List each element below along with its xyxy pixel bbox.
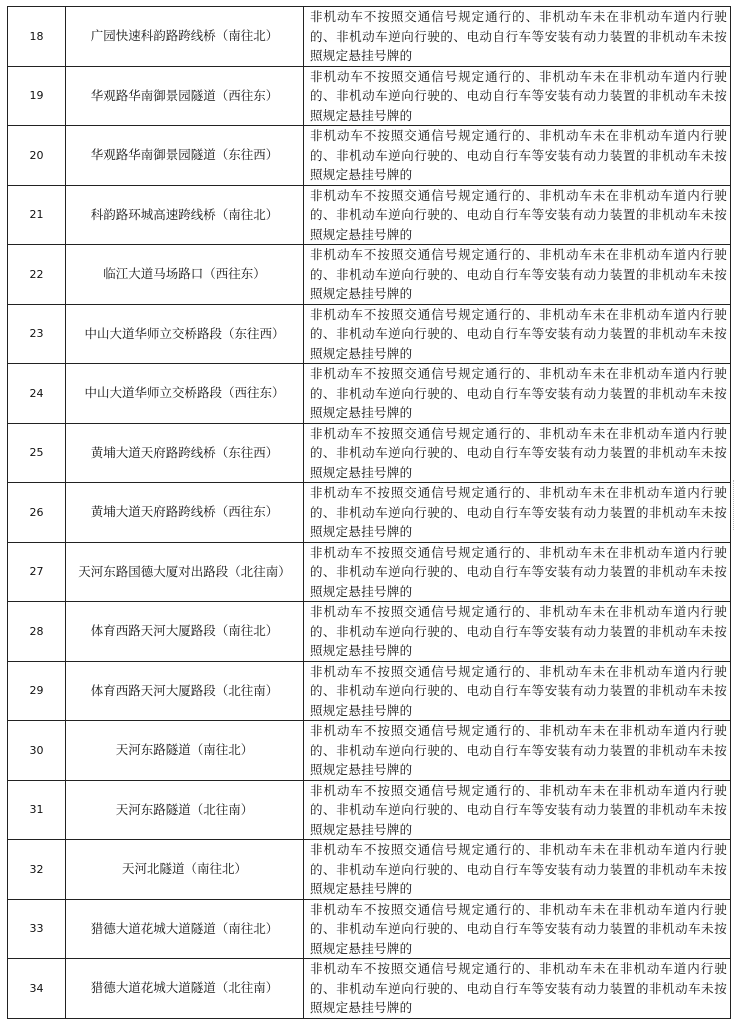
table-row — [8, 304, 731, 364]
row-number: 24 — [8, 364, 66, 424]
location-cell: 黄埔大道天府路跨线桥（西往东） — [66, 483, 304, 543]
location-cell: 临江大道马场路口（西往东） — [66, 245, 304, 305]
row-number: 26 — [8, 483, 66, 543]
violation-description-cell: 非机动车不按照交通信号规定通行的、非机动车未在非机动车道内行驶的、非机动车逆向行驶的、电动自行车等安装有动力装置的非机动车未按照规定悬挂号牌的 — [304, 899, 731, 959]
row-number: 22 — [8, 245, 66, 305]
table-row — [8, 840, 731, 900]
location-cell: 体育西路天河大厦路段（南往北） — [66, 602, 304, 662]
violation-description-cell: 非机动车不按照交通信号规定通行的、非机动车未在非机动车道内行驶的、非机动车逆向行驶的、电动自行车等安装有动力装置的非机动车未按照规定悬挂号牌的 — [304, 364, 731, 424]
violation-description-cell: 非机动车不按照交通信号规定通行的、非机动车未在非机动车道内行驶的、非机动车逆向行驶的、电动自行车等安装有动力装置的非机动车未按照规定悬挂号牌的 — [304, 304, 731, 364]
table-row — [8, 66, 731, 126]
table-row — [8, 364, 731, 424]
violation-description-cell: 非机动车不按照交通信号规定通行的、非机动车未在非机动车道内行驶的、非机动车逆向行驶的、电动自行车等安装有动力装置的非机动车未按照规定悬挂号牌的 — [304, 661, 731, 721]
violation-description-cell: 非机动车不按照交通信号规定通行的、非机动车未在非机动车道内行驶的、非机动车逆向行驶的、电动自行车等安装有动力装置的非机动车未按照规定悬挂号牌的 — [304, 126, 731, 186]
location-cell: 广园快速科韵路跨线桥（南往北） — [66, 7, 304, 67]
violation-description-cell: 非机动车不按照交通信号规定通行的、非机动车未在非机动车道内行驶的、非机动车逆向行驶的、电动自行车等安装有动力装置的非机动车未按照规定悬挂号牌的 — [304, 483, 731, 543]
table-row — [8, 721, 731, 781]
location-cell: 猎德大道花城大道隧道（北往南） — [66, 959, 304, 1019]
row-number: 18 — [8, 7, 66, 67]
location-cell: 体育西路天河大厦路段（北往南） — [66, 661, 304, 721]
violation-description-cell: 非机动车不按照交通信号规定通行的、非机动车未在非机动车道内行驶的、非机动车逆向行驶的、电动自行车等安装有动力装置的非机动车未按照规定悬挂号牌的 — [304, 66, 731, 126]
row-number: 23 — [8, 304, 66, 364]
table-row — [8, 780, 731, 840]
table-row — [8, 661, 731, 721]
row-number: 25 — [8, 423, 66, 483]
row-number: 32 — [8, 840, 66, 900]
location-cell: 华观路华南御景园隧道（西往东） — [66, 66, 304, 126]
row-number: 27 — [8, 542, 66, 602]
row-number: 28 — [8, 602, 66, 662]
violation-description-cell: 非机动车不按照交通信号规定通行的、非机动车未在非机动车道内行驶的、非机动车逆向行驶的、电动自行车等安装有动力装置的非机动车未按照规定悬挂号牌的 — [304, 959, 731, 1019]
violation-description-cell: 非机动车不按照交通信号规定通行的、非机动车未在非机动车道内行驶的、非机动车逆向行驶的、电动自行车等安装有动力装置的非机动车未按照规定悬挂号牌的 — [304, 780, 731, 840]
location-cell: 华观路华南御景园隧道（东往西） — [66, 126, 304, 186]
location-cell: 猎德大道花城大道隧道（南往北） — [66, 899, 304, 959]
table-row — [8, 7, 731, 67]
table-row — [8, 959, 731, 1019]
violation-description-cell: 非机动车不按照交通信号规定通行的、非机动车未在非机动车道内行驶的、非机动车逆向行驶的、电动自行车等安装有动力装置的非机动车未按照规定悬挂号牌的 — [304, 245, 731, 305]
row-number: 31 — [8, 780, 66, 840]
table-row — [8, 245, 731, 305]
row-number: 21 — [8, 185, 66, 245]
table-row — [8, 483, 731, 543]
violation-description-cell: 非机动车不按照交通信号规定通行的、非机动车未在非机动车道内行驶的、非机动车逆向行驶的、电动自行车等安装有动力装置的非机动车未按照规定悬挂号牌的 — [304, 721, 731, 781]
location-cell: 中山大道华师立交桥路段（东往西） — [66, 304, 304, 364]
violation-description-cell: 非机动车不按照交通信号规定通行的、非机动车未在非机动车道内行驶的、非机动车逆向行驶的、电动自行车等安装有动力装置的非机动车未按照规定悬挂号牌的 — [304, 7, 731, 67]
location-cell: 中山大道华师立交桥路段（西往东） — [66, 364, 304, 424]
table-row — [8, 602, 731, 662]
violation-description-cell: 非机动车不按照交通信号规定通行的、非机动车未在非机动车道内行驶的、非机动车逆向行驶的、电动自行车等安装有动力装置的非机动车未按照规定悬挂号牌的 — [304, 542, 731, 602]
violation-description-cell: 非机动车不按照交通信号规定通行的、非机动车未在非机动车道内行驶的、非机动车逆向行驶的、电动自行车等安装有动力装置的非机动车未按照规定悬挂号牌的 — [304, 840, 731, 900]
violation-description-cell: 非机动车不按照交通信号规定通行的、非机动车未在非机动车道内行驶的、非机动车逆向行驶的、电动自行车等安装有动力装置的非机动车未按照规定悬挂号牌的 — [304, 423, 731, 483]
table-row — [8, 185, 731, 245]
location-cell: 科韵路环城高速跨线桥（南往北） — [66, 185, 304, 245]
table-row — [8, 542, 731, 602]
row-number: 30 — [8, 721, 66, 781]
row-number: 34 — [8, 959, 66, 1019]
location-cell: 天河北隧道（南往北） — [66, 840, 304, 900]
violation-description-cell: 非机动车不按照交通信号规定通行的、非机动车未在非机动车道内行驶的、非机动车逆向行驶的、电动自行车等安装有动力装置的非机动车未按照规定悬挂号牌的 — [304, 602, 731, 662]
table-row — [8, 899, 731, 959]
page-edge-mark — [733, 480, 736, 530]
location-cell: 天河东路隧道（南往北） — [66, 721, 304, 781]
table-row — [8, 126, 731, 186]
violation-description-cell: 非机动车不按照交通信号规定通行的、非机动车未在非机动车道内行驶的、非机动车逆向行驶的、电动自行车等安装有动力装置的非机动车未按照规定悬挂号牌的 — [304, 185, 731, 245]
row-number: 33 — [8, 899, 66, 959]
row-number: 20 — [8, 126, 66, 186]
location-cell: 天河东路隧道（北往南） — [66, 780, 304, 840]
violation-locations-table — [7, 6, 731, 1019]
location-cell: 黄埔大道天府路跨线桥（东往西） — [66, 423, 304, 483]
table-row — [8, 423, 731, 483]
row-number: 19 — [8, 66, 66, 126]
location-cell: 天河东路国德大厦对出路段（北往南） — [66, 542, 304, 602]
row-number: 29 — [8, 661, 66, 721]
